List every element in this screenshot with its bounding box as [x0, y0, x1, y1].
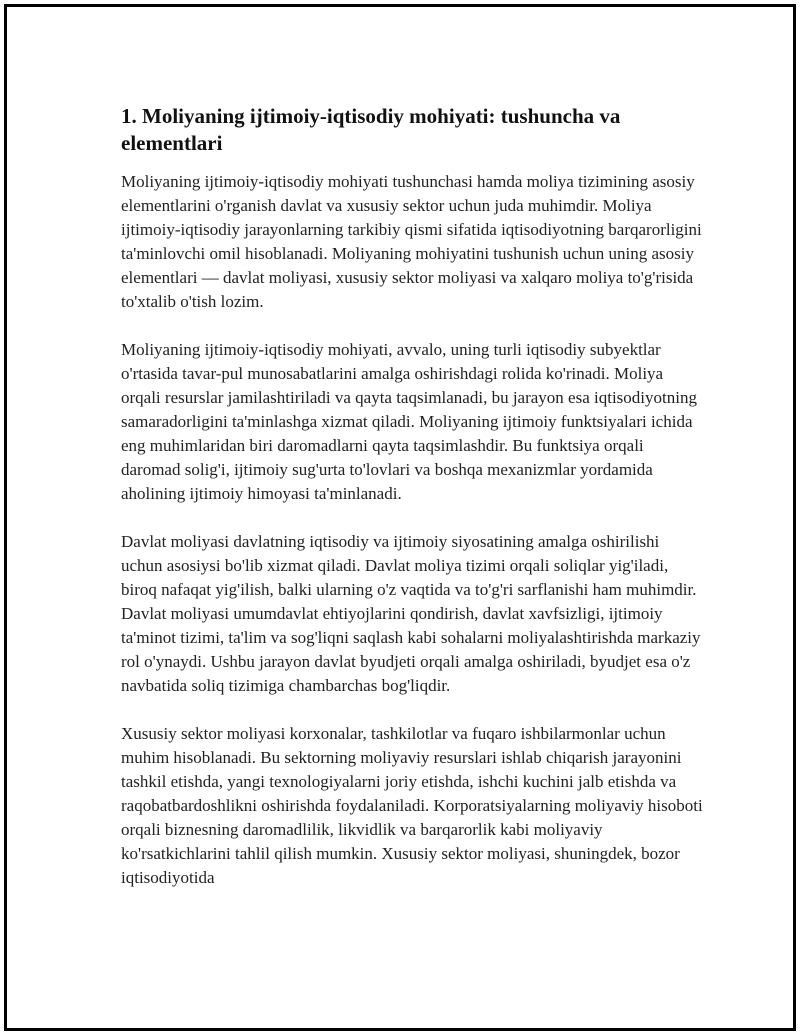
- document-body: [121, 103, 705, 914]
- paragraph-private-sector-finance: Xususiy sektor moliyasi korxonalar, tashkilotlar va fuqaro ishbilarmonlar uchun muhim hisoblanadi. Bu sektorning moliyaviy resurslari ishlab chiqarish jarayonini tashkil etishda, yangi texnologiyalarni joriy etishda, ishchi kuchini jalb etishda va raqobatbardoshlikni oshirishda foydalaniladi. Korporatsiyalarning moliyaviy hisoboti orqali biznesning daromadlilik, likvidlik va barqarorlik kabi moliyaviy ko'rsatkichlarini tahlil qilish mumkin. Xususiy sektor moliyasi, shuningdek, bozor iqtisodiyotida: [121, 724, 703, 887]
- page-frame: [4, 4, 796, 1031]
- section-heading: 1. Moliyaning ijtimoiy-iqtisodiy mohiyati: tushuncha va elementlari: [121, 104, 621, 155]
- paragraph-socio-economic-essence: Moliyaning ijtimoiy-iqtisodiy mohiyati, avvalo, uning turli iqtisodiy subyektlar o'rtasida tavar-pul munosabatlarini amalga oshirishdagi rolida ko'rinadi. Moliya orqali resurslar jamilashtiriladi va qayta taqsimlanadi, bu jarayon esa iqtisodiyotning samaradorligini ta'minlashga xizmat qiladi. Moliyaning ijtimoiy funktsiyalari ichida eng muhimlaridan biri daromadlarni qayta taqsimlashdir. Bu funktsiya orqali daromad solig'i, ijtimoiy sug'urta to'lovlari va boshqa mexanizmlar yordamida aholining ijtimoiy himoyasi ta'minlanadi.: [121, 340, 697, 503]
- paragraph-state-finance: Davlat moliyasi davlatning iqtisodiy va ijtimoiy siyosatining amalga oshirilishi uchun asosiysi bo'lib xizmat qiladi. Davlat moliya tizimi orqali soliqlar yig'iladi, biroq nafaqat yig'ilish, balki ularning o'z vaqtida va to'g'ri sarflanishi ham muhimdir. Davlat moliyasi umumdavlat ehtiyojlarini qondirish, davlat xavfsizligi, ijtimoiy ta'minot tizimi, ta'lim va sog'liqni saqlash kabi sohalarni moliyalashtirishda markaziy rol o'ynaydi. Ushbu jarayon davlat byudjeti orqali amalga oshiriladi, byudjet esa o'z navbatida soliq tizimiga chambarchas bog'liqdir.: [121, 532, 701, 695]
- paragraph-intro: Moliyaning ijtimoiy-iqtisodiy mohiyati tushunchasi hamda moliya tizimining asosiy elementlarini o'rganish davlat va xususiy sektor uchun juda muhimdir. Moliya ijtimoiy-iqtisodiy jarayonlarning tarkibiy qismi sifatida iqtisodiyotning barqarorligini ta'minlovchi omil hisoblanadi. Moliyaning mohiyatini tushunish uchun uning asosiy elementlari — davlat moliyasi, xususiy sektor moliyasi va xalqaro moliya to'g'risida to'xtalib o'tish lozim.: [121, 172, 702, 311]
